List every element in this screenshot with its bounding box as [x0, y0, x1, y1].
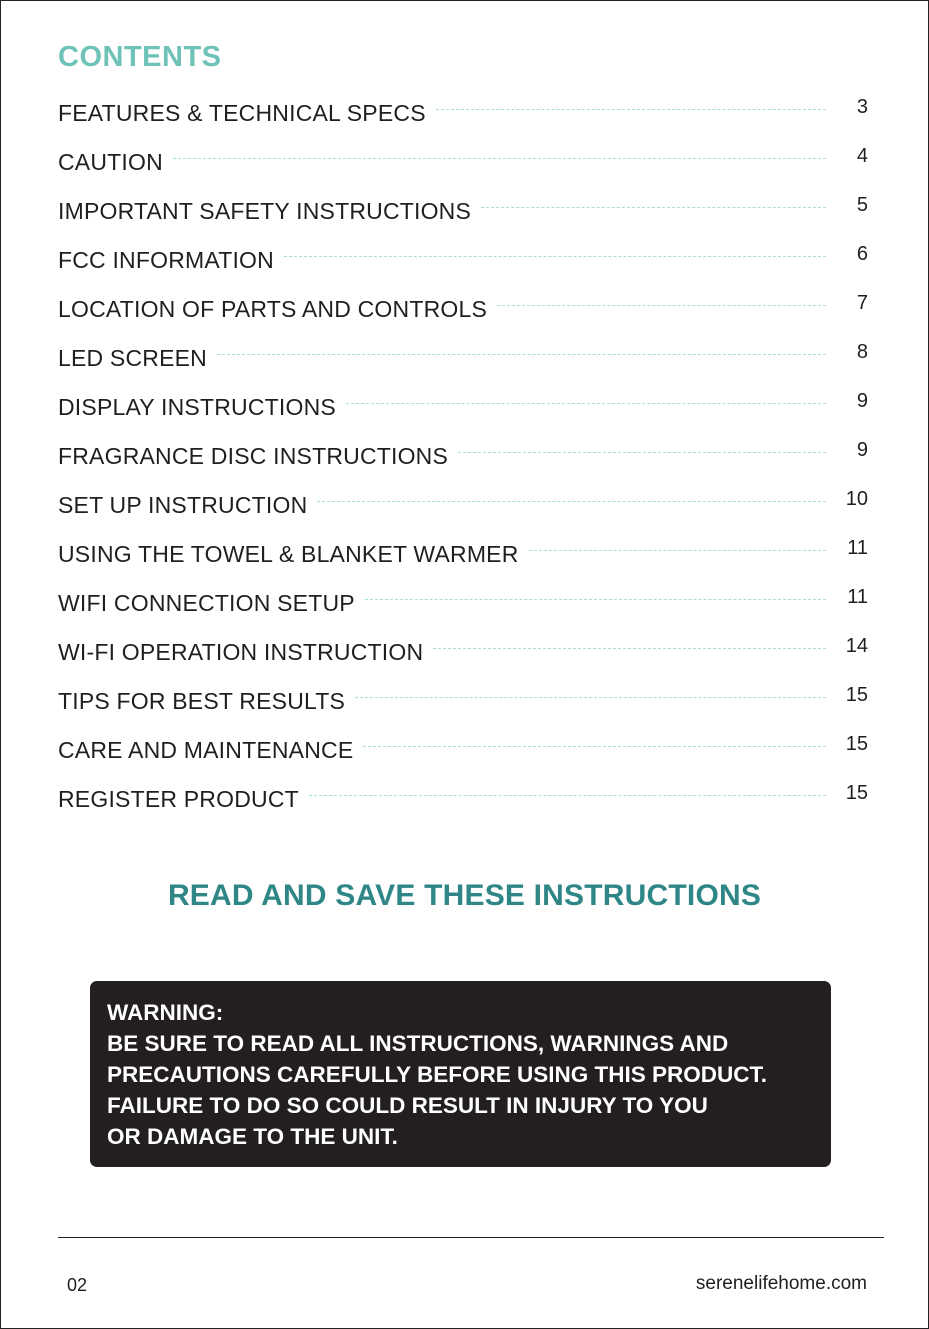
toc-leader [173, 158, 826, 159]
toc-row [58, 285, 868, 334]
toc-row [58, 579, 868, 628]
table-of-contents [58, 89, 868, 824]
toc-row [58, 89, 868, 138]
toc-page-number: 6 [856, 243, 868, 265]
toc-row [58, 726, 868, 775]
toc-entry-label: REGISTER PRODUCT [58, 786, 299, 812]
warning-text-line: BE SURE TO READ ALL INSTRUCTIONS, WARNINGS AND [107, 1031, 729, 1056]
page-number: 02 [67, 1275, 88, 1295]
toc-row [58, 187, 868, 236]
toc-entry-label: CAUTION [58, 149, 163, 175]
toc-row [58, 138, 868, 187]
toc-entry-label: TIPS FOR BEST RESULTS [58, 688, 346, 714]
toc-page-number: 15 [845, 733, 868, 755]
warning-text-line: OR DAMAGE TO THE UNIT. [107, 1124, 398, 1149]
toc-row [58, 775, 868, 824]
toc-leader [217, 354, 826, 355]
warning-box [90, 981, 831, 1167]
toc-row [58, 481, 868, 530]
toc-leader [346, 403, 826, 404]
warning-text-line: PRECAUTIONS CAREFULLY BEFORE USING THIS PRODUCT. [107, 1062, 768, 1087]
toc-page-number: 5 [856, 194, 868, 216]
toc-entry-label: DISPLAY INSTRUCTIONS [58, 394, 336, 420]
toc-entry-label: FEATURES & TECHNICAL SPECS [58, 100, 426, 126]
toc-leader [436, 109, 826, 110]
toc-entry-label: USING THE TOWEL & BLANKET WARMER [58, 541, 519, 567]
toc-leader [363, 746, 826, 747]
toc-leader [433, 648, 826, 649]
toc-page-number: 11 [847, 537, 868, 559]
toc-leader [481, 207, 826, 208]
toc-row [58, 334, 868, 383]
warning-title: WARNING: [107, 1000, 224, 1025]
toc-row [58, 383, 868, 432]
toc-page-number: 11 [847, 586, 868, 608]
toc-page-number: 9 [856, 439, 868, 461]
footer-divider [58, 1237, 884, 1238]
toc-entry-label: WIFI CONNECTION SETUP [58, 590, 355, 616]
toc-row [58, 530, 868, 579]
toc-entry-label: FRAGRANCE DISC INSTRUCTIONS [58, 443, 449, 469]
toc-leader [284, 256, 826, 257]
toc-leader [355, 697, 826, 698]
warning-text-line: FAILURE TO DO SO COULD RESULT IN INJURY TO YOU [107, 1093, 708, 1118]
toc-page-number: 8 [856, 341, 868, 363]
toc-entry-label: LOCATION OF PARTS AND CONTROLS [58, 296, 488, 322]
toc-page-number: 10 [845, 488, 868, 510]
toc-leader [309, 795, 826, 796]
toc-leader [365, 599, 826, 600]
toc-leader [458, 452, 826, 453]
toc-row [58, 628, 868, 677]
toc-leader [497, 305, 826, 306]
website-url: serenelifehome.com [695, 1273, 867, 1294]
toc-page-number: 4 [856, 145, 868, 167]
toc-entry-label: FCC INFORMATION [58, 247, 274, 273]
toc-page-number: 9 [856, 390, 868, 412]
toc-leader [317, 501, 826, 502]
toc-page-number: 7 [856, 292, 868, 314]
toc-entry-label: IMPORTANT SAFETY INSTRUCTIONS [58, 198, 472, 224]
toc-leader [529, 550, 826, 551]
toc-row [58, 677, 868, 726]
toc-entry-label: CARE AND MAINTENANCE [58, 737, 354, 763]
toc-row [58, 432, 868, 481]
toc-page-number: 15 [845, 782, 868, 804]
toc-entry-label: SET UP INSTRUCTION [58, 492, 308, 518]
toc-entry-label: WI-FI OPERATION INSTRUCTION [58, 639, 424, 665]
contents-heading: CONTENTS [58, 41, 222, 73]
toc-page-number: 15 [845, 684, 868, 706]
read-and-save-heading: READ AND SAVE THESE INSTRUCTIONS [167, 879, 762, 912]
toc-page-number: 14 [845, 635, 868, 657]
toc-page-number: 3 [856, 96, 868, 118]
toc-row [58, 236, 868, 285]
toc-entry-label: LED SCREEN [58, 345, 207, 371]
